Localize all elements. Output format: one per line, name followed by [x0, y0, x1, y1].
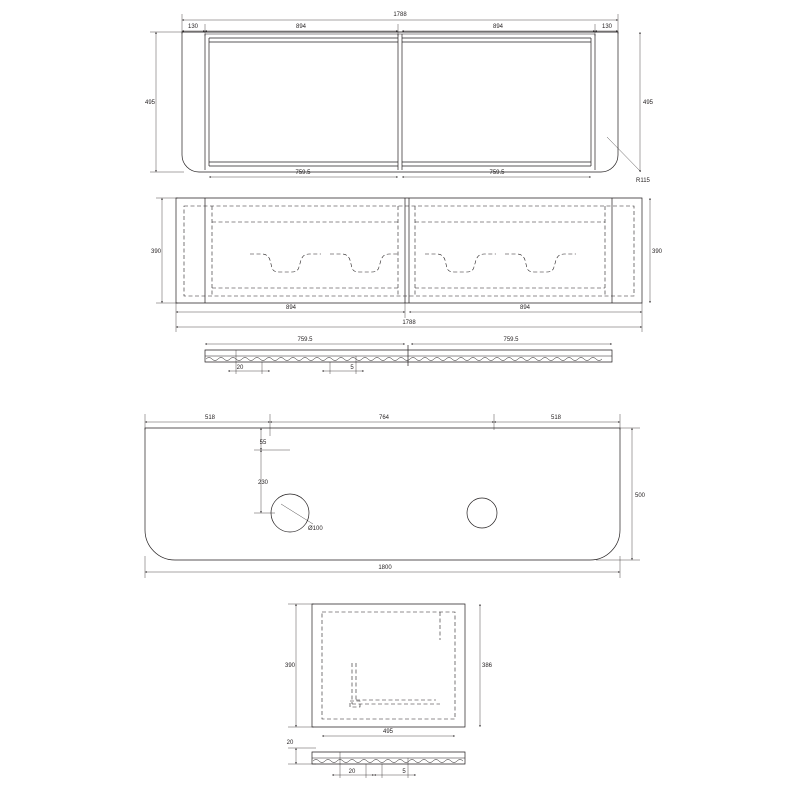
view-countertop-plan	[145, 414, 646, 578]
basin-cutout-right	[467, 498, 497, 528]
dim-segment-middle: 764	[378, 415, 390, 421]
dim-hole-diameter: Ø100	[308, 526, 323, 532]
dim-profile-thickness-20: 20	[236, 365, 244, 371]
dim-door-left-width: 894	[295, 24, 307, 30]
dim-overall-width-plan: 1788	[402, 320, 416, 326]
dim-edge-span-right: 759.5	[503, 337, 519, 343]
dim-height-left-front: 495	[144, 100, 156, 106]
dim-height-left-plan: 390	[150, 249, 162, 255]
dim-corner-radius: R115	[636, 178, 650, 184]
dim-section-left: 894	[285, 305, 297, 311]
dim-section-right: 894	[519, 305, 531, 311]
view-front-elevation	[145, 12, 654, 184]
dim-countertop-depth: 500	[634, 493, 646, 499]
dim-profile-thickness-5: 5	[350, 365, 354, 371]
dim-right-margin: 130	[601, 24, 613, 30]
dim-offset-230: 230	[257, 480, 269, 486]
view-bottom-edge-profile	[312, 752, 465, 778]
dim-door-left-inner: 759.5	[295, 170, 311, 176]
dim-side-height-right: 386	[481, 663, 493, 669]
dim-left-margin: 130	[187, 24, 199, 30]
view-side-elevation	[285, 604, 493, 764]
dim-height-right-front: 495	[642, 100, 654, 106]
dim-bottom-thickness-20: 20	[348, 769, 356, 775]
basin-cutout-left	[271, 494, 309, 532]
dim-door-right-inner: 759.5	[489, 170, 505, 176]
dim-side-height-left: 390	[284, 663, 296, 669]
dim-base-thickness: 20	[286, 740, 294, 746]
dim-countertop-width: 1800	[378, 565, 392, 571]
dim-edge-span-left: 759.5	[297, 337, 313, 343]
dim-segment-right: 518	[550, 415, 562, 421]
dim-overall-width-front: 1788	[393, 12, 407, 18]
dim-offset-55: 55	[259, 440, 267, 446]
dim-side-width: 495	[382, 729, 394, 735]
dim-segment-left: 518	[204, 415, 216, 421]
view-top-edge-profile	[205, 337, 612, 374]
dim-bottom-thickness-5: 5	[402, 769, 406, 775]
dim-height-right-plan: 390	[651, 249, 663, 255]
dim-door-right-width: 894	[492, 24, 504, 30]
view-plan-section	[151, 198, 663, 332]
